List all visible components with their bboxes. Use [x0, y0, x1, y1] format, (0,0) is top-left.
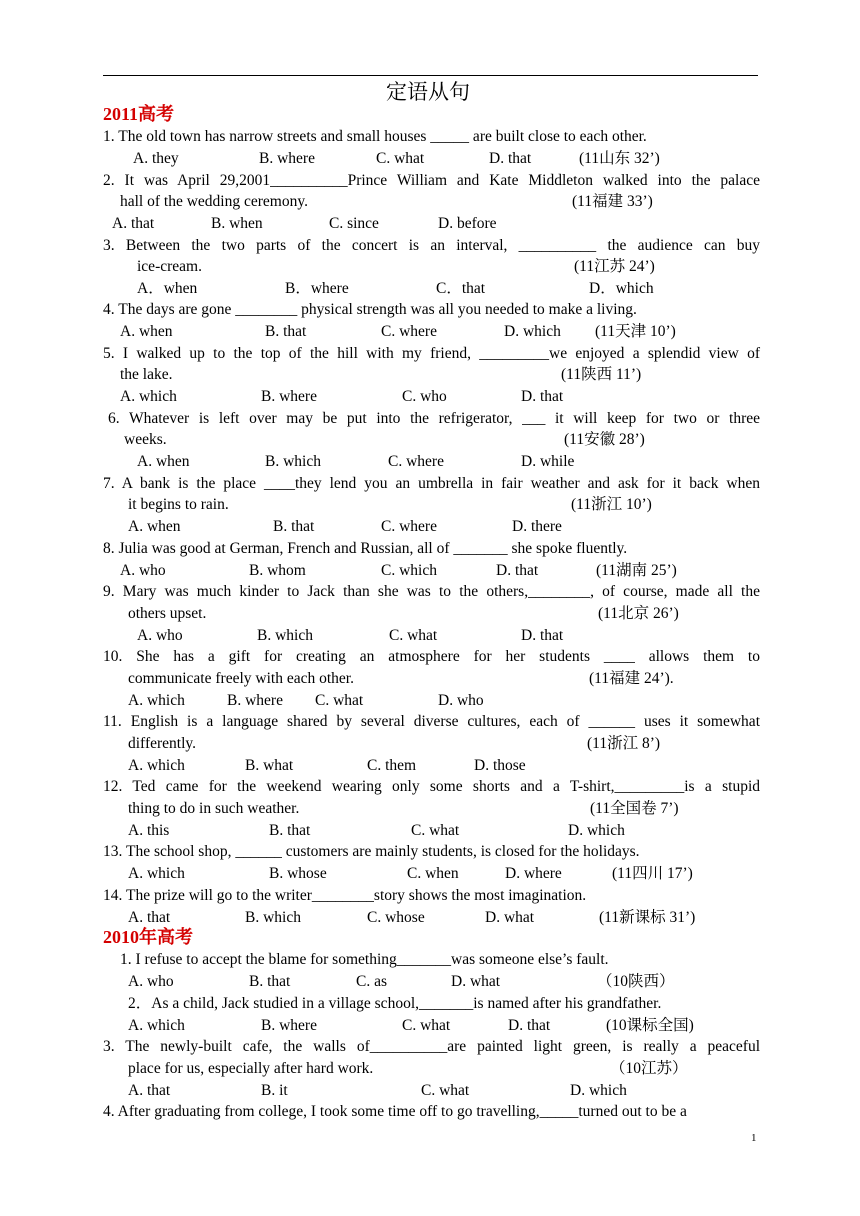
question-stem: 13. The school shop, ______ customers are mainly students, is closed for the holidays.: [103, 843, 640, 860]
answer-option: C. which: [381, 562, 437, 579]
answer-option: D. which: [570, 1082, 627, 1099]
question-stem-continued: differently.: [128, 735, 197, 752]
question-source: (11新课标 31’): [599, 909, 696, 926]
answer-option: D. before: [438, 215, 497, 232]
question-stem: 3. The newly-built cafe, the walls of__________are painted light green, is really a peaceful: [103, 1038, 760, 1055]
question-source: (11陕西 11’): [561, 366, 642, 383]
question-stem: 11. English is a language shared by several diverse cultures, each of ______ uses it somewhat: [103, 713, 760, 730]
answer-option: C. what: [315, 692, 364, 709]
answer-option: D. that: [521, 388, 564, 405]
question-stem-continued: communicate freely with each other.: [128, 670, 354, 687]
answer-option: B. that: [269, 822, 311, 839]
answer-option: B. where: [261, 388, 317, 405]
question-stem-continued: place for us, especially after hard work.: [128, 1060, 374, 1077]
question-source: （10陕西）: [597, 973, 675, 990]
question-stem: 7. A bank is the place ____they lend you an umbrella in fair weather and ask for it back when: [103, 475, 760, 492]
answer-option: B. where: [227, 692, 283, 709]
answer-option: C．that: [436, 280, 486, 297]
answer-option: C. where: [381, 323, 437, 340]
answer-option: D. that: [508, 1017, 551, 1034]
answer-option: C. whose: [367, 909, 425, 926]
answer-option: B. whose: [269, 865, 327, 882]
header-rule: [103, 75, 758, 76]
answer-option: C. what: [389, 627, 438, 644]
question-source: (11福建 24’).: [589, 670, 674, 687]
question-source: (11福建 33’): [572, 193, 653, 210]
answer-option: C. what: [421, 1082, 470, 1099]
answer-option: D. while: [521, 453, 575, 470]
answer-option: C. what: [376, 150, 425, 167]
question-stem: 9. Mary was much kinder to Jack than she was to the others,________, of course, made all the: [103, 583, 760, 600]
question-stem: 10. She has a gift for creating an atmosphere for her students ____ allows them to: [103, 648, 760, 665]
answer-option: B. that: [273, 518, 315, 535]
answer-option: D. what: [451, 973, 501, 990]
answer-option: C. when: [407, 865, 459, 882]
answer-option: C. where: [381, 518, 437, 535]
answer-option: D. that: [496, 562, 539, 579]
answer-option: B. it: [261, 1082, 288, 1099]
answer-option: A. this: [128, 822, 170, 839]
question-source: (11四川 17’): [612, 865, 693, 882]
answer-option: B. when: [211, 215, 263, 232]
question-stem: 5. I walked up to the top of the hill with my friend, _________we enjoyed a splendid view of: [103, 345, 760, 362]
question-stem: 4. The days are gone ________ physical strength was all you needed to make a living.: [103, 301, 637, 318]
answer-option: A. when: [120, 323, 173, 340]
answer-option: B. what: [245, 757, 294, 774]
answer-option: A. which: [120, 388, 177, 405]
question-stem: 3. Between the two parts of the concert is an interval, __________ the audience can buy: [103, 237, 760, 254]
answer-option: C. where: [388, 453, 444, 470]
answer-option: B. which: [257, 627, 313, 644]
answer-option: A. which: [128, 865, 185, 882]
question-stem: 1. The old town has narrow streets and small houses _____ are built close to each other.: [103, 128, 647, 145]
answer-option: A. who: [128, 973, 174, 990]
question-stem: 14. The prize will go to the writer________story shows the most imagination.: [103, 887, 587, 904]
answer-option: D. that: [489, 150, 532, 167]
answer-option: A. when: [137, 453, 190, 470]
answer-option: B. whom: [249, 562, 306, 579]
section-heading: 2011高考: [103, 104, 175, 124]
question-source: (11湖南 25’): [596, 562, 677, 579]
answer-option: C. them: [367, 757, 417, 774]
answer-option: A. they: [133, 150, 179, 167]
answer-option: B．where: [285, 280, 349, 297]
question-stem: 4. After graduating from college, I took some time off to go travelling,_____turned out to be a: [103, 1103, 687, 1120]
answer-option: D. which: [568, 822, 625, 839]
section-heading: 2010年高考: [103, 927, 193, 947]
answer-option: A. which: [128, 1017, 185, 1034]
answer-option: A. that: [112, 215, 155, 232]
answer-option: A. that: [128, 909, 171, 926]
answer-option: D. where: [505, 865, 562, 882]
question-source: (11浙江 10’): [571, 496, 652, 513]
question-stem-continued: ice-cream.: [137, 258, 202, 275]
answer-option: C. what: [402, 1017, 451, 1034]
question-stem: 2．As a child, Jack studied in a village school,_______is named after his grandfather.: [128, 995, 662, 1012]
answer-option: B. where: [259, 150, 315, 167]
answer-option: C. who: [402, 388, 447, 405]
question-source: (11安徽 28’): [564, 431, 645, 448]
answer-option: D. what: [485, 909, 535, 926]
question-stem: 2. It was April 29,2001__________Prince William and Kate Middleton walked into the palace: [103, 172, 760, 189]
answer-option: D. those: [474, 757, 526, 774]
answer-option: A. which: [128, 692, 185, 709]
answer-option: A. who: [120, 562, 166, 579]
question-source: (11江苏 24’): [574, 258, 655, 275]
answer-option: D. that: [521, 627, 564, 644]
question-stem: 6. Whatever is left over may be put into the refrigerator, ___ it will keep for two or three: [108, 410, 760, 427]
question-stem-continued: it begins to rain.: [128, 496, 229, 513]
question-source: （10江苏）: [610, 1060, 688, 1077]
answer-option: C. as: [356, 973, 387, 990]
answer-option: B. that: [265, 323, 307, 340]
question-stem-continued: the lake.: [120, 366, 173, 383]
answer-option: D. there: [512, 518, 562, 535]
answer-option: A. when: [128, 518, 181, 535]
answer-option: B. which: [265, 453, 321, 470]
question-source: (11全国卷 7’): [590, 800, 679, 817]
question-stem-continued: thing to do in such weather.: [128, 800, 300, 817]
answer-option: A．when: [137, 280, 198, 297]
question-stem: 1. I refuse to accept the blame for something_______was someone else’s fault.: [120, 951, 609, 968]
question-stem-continued: weeks.: [124, 431, 167, 448]
question-source: (10课标全国): [606, 1017, 694, 1034]
page-title: 定语从句: [386, 80, 470, 104]
question-stem: 12. Ted came for the weekend wearing only some shorts and a T-shirt,_________is a stupid: [103, 778, 760, 795]
question-source: (11北京 26’): [598, 605, 679, 622]
answer-option: A. who: [137, 627, 183, 644]
answer-option: D．which: [589, 280, 654, 297]
answer-option: B. which: [245, 909, 301, 926]
question-source: (11浙江 8’): [587, 735, 661, 752]
answer-option: A. that: [128, 1082, 171, 1099]
question-stem: 8. Julia was good at German, French and Russian, all of _______ she spoke fluently.: [103, 540, 628, 557]
page-number: 1: [751, 1132, 757, 1144]
question-stem-continued: hall of the wedding ceremony.: [120, 193, 308, 210]
answer-option: C. what: [411, 822, 460, 839]
answer-option: B. that: [249, 973, 291, 990]
question-source: (11山东 32’): [579, 150, 660, 167]
answer-option: A. which: [128, 757, 185, 774]
answer-option: D. which: [504, 323, 561, 340]
answer-option: B. where: [261, 1017, 317, 1034]
question-stem-continued: others upset.: [128, 605, 207, 622]
answer-option: C. since: [329, 215, 379, 232]
question-source: (11天津 10’): [595, 323, 676, 340]
answer-option: D. who: [438, 692, 484, 709]
